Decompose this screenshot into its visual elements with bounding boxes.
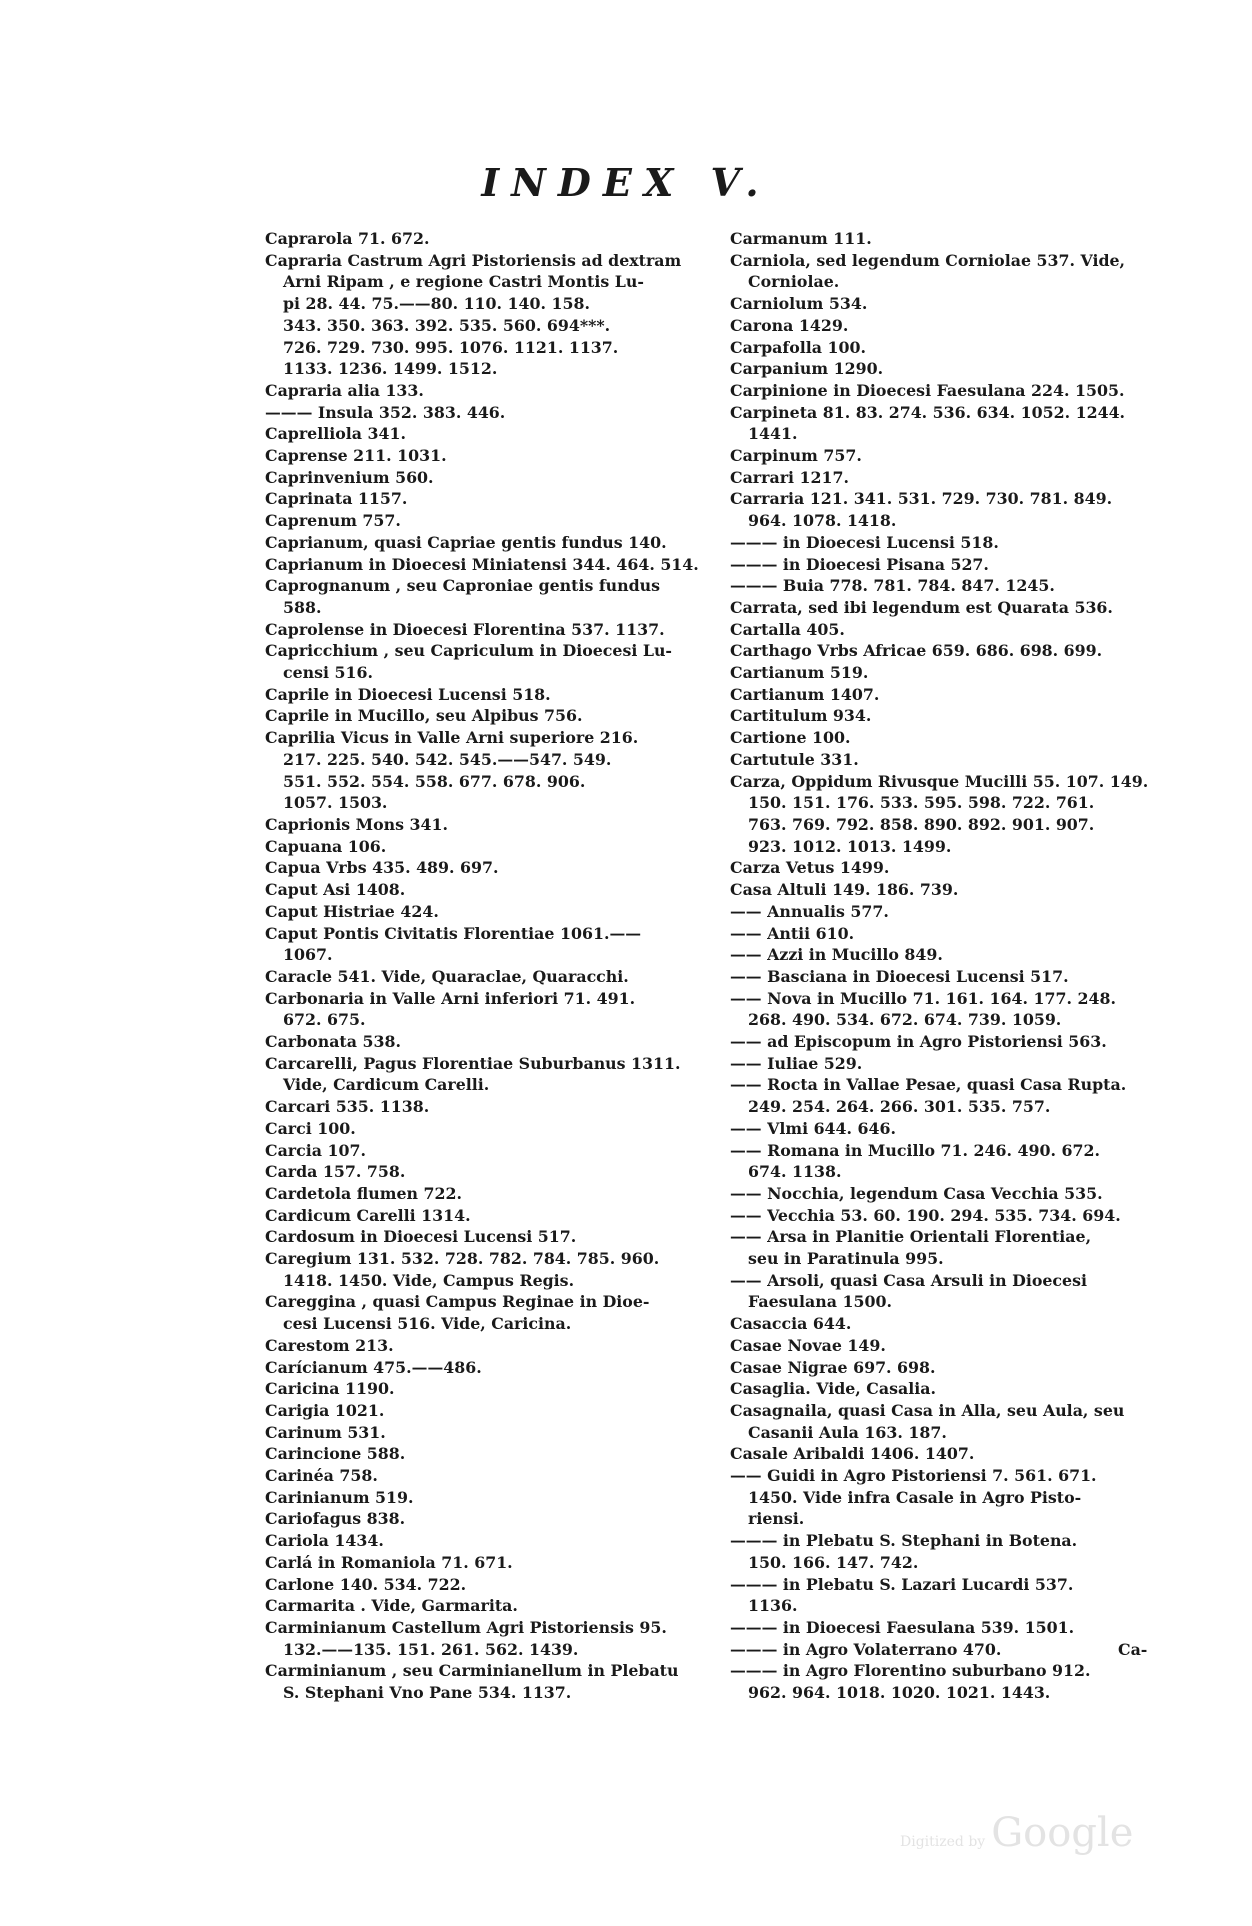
index-entry: seu in Paratinula 995. xyxy=(748,1249,944,1269)
index-entry: —— ad Episcopum in Agro Pistoriensi 563. xyxy=(730,1032,1107,1052)
index-entry: —— Rocta in Vallae Pesae, quasi Casa Rupta. xyxy=(730,1075,1127,1095)
index-entry: Caprinata 1157. xyxy=(265,489,408,509)
index-entry: Capricchium , seu Capriculum in Dioecesi Lu- xyxy=(265,641,672,661)
index-entry: ——— in Dioecesi Faesulana 539. 1501. xyxy=(730,1618,1075,1637)
index-entry: —— Vlmi 644. 646. xyxy=(730,1118,897,1138)
index-entry: Faesulana 1500. xyxy=(748,1292,892,1312)
index-entry: S. Stephani Vno Pane 534. 1137. xyxy=(283,1683,572,1703)
watermark-prefix: Digitized by xyxy=(900,1834,986,1850)
index-entry: Casaglia. Vide, Casalia. xyxy=(730,1379,936,1399)
index-entry: —— Arsa in Planitie Orientali Florentiae, xyxy=(730,1227,1092,1247)
index-entry: Caput Pontis Civitatis Florentiae 1061.—— xyxy=(265,923,642,943)
index-entry: Carpineta 81. 83. 274. 536. 634. 1052. 1244. xyxy=(730,402,1126,422)
index-entry: Carci 100. xyxy=(265,1118,356,1138)
index-entry: Casagnaila, quasi Casa in Alla, seu Aula, seu xyxy=(730,1400,1125,1420)
index-entry: Carmarita . Vide, Garmarita. xyxy=(265,1596,518,1616)
index-entry: Carpanium 1290. xyxy=(730,359,884,379)
index-entry: 923. 1012. 1013. 1499. xyxy=(748,836,952,856)
index-entry: Carrata, sed ibi legendum est Quarata 536. xyxy=(730,597,1113,617)
index-entry: Carminianum , seu Carminianellum in Plebatu xyxy=(265,1661,679,1681)
index-entry: Carbonaria in Valle Arni inferiori 71. 491. xyxy=(265,988,636,1008)
index-entry: Caprianum in Dioecesi Miniatensi 344. 464. 514. xyxy=(265,554,699,574)
index-entry: Carniolum 534. xyxy=(730,294,868,314)
index-entry: Carthago Vrbs Africae 659. 686. 698. 699. xyxy=(730,641,1103,661)
index-entry: Caricina 1190. xyxy=(265,1379,395,1399)
index-entry: Caprinvenium 560. xyxy=(265,467,434,487)
watermark-brand: Google xyxy=(991,1810,1134,1856)
index-entry: Cartianum 519. xyxy=(730,663,869,683)
index-entry: 1441. xyxy=(748,424,798,444)
index-entry: riensi. xyxy=(748,1509,805,1529)
index-entry: 962. 964. 1018. 1020. 1021. 1443. xyxy=(748,1683,1051,1703)
index-entry: Carinéa 758. xyxy=(265,1466,378,1486)
index-entry: —— Basciana in Dioecesi Lucensi 517. xyxy=(730,966,1069,986)
index-entry: Caprarola 71. 672. xyxy=(265,229,430,248)
index-entry: 763. 769. 792. 858. 890. 892. 901. 907. xyxy=(748,814,1095,834)
index-entry: ——— in Agro Florentino suburbano 912. xyxy=(730,1661,1091,1681)
index-entry: ——— Buia 778. 781. 784. 847. 1245. xyxy=(730,576,1055,596)
index-entry: 343. 350. 363. 392. 535. 560. 694***. xyxy=(283,315,611,335)
index-entry: Carestom 213. xyxy=(265,1335,394,1355)
index-entry: cesi Lucensi 516. Vide, Caricina. xyxy=(283,1314,572,1334)
index-entry: Casae Novae 149. xyxy=(730,1335,886,1355)
index-entry: Carlá in Romaniola 71. 671. xyxy=(265,1552,513,1572)
index-entry: Cariola 1434. xyxy=(265,1531,384,1551)
index-entry: Casa Altuli 149. 186. 739. xyxy=(730,880,959,900)
index-entry: 268. 490. 534. 672. 674. 739. 1059. xyxy=(748,1010,1062,1030)
index-entry: Cartutule 331. xyxy=(730,749,859,769)
index-entry: Caracle 541. Vide, Quaraclae, Quaracchi. xyxy=(265,966,629,986)
index-entry: Caprenum 757. xyxy=(265,511,401,531)
index-entry: Caprionis Mons 341. xyxy=(265,814,448,834)
index-entry: Carpinione in Dioecesi Faesulana 224. 1505. xyxy=(730,380,1125,400)
index-entry: Careggina , quasi Campus Reginae in Dioe- xyxy=(265,1292,650,1312)
index-entry: Carmanum 111. xyxy=(730,229,872,248)
index-entry: 672. 675. xyxy=(283,1010,366,1030)
index-entry: —— Guidi in Agro Pistoriensi 7. 561. 671. xyxy=(730,1466,1097,1486)
index-entry: Cartalla 405. xyxy=(730,619,845,639)
index-entry: Caput Asi 1408. xyxy=(265,880,406,900)
index-entry: 964. 1078. 1418. xyxy=(748,511,897,531)
index-entry: Carinum 531. xyxy=(265,1422,386,1442)
index-entry: —— Azzi in Mucillo 849. xyxy=(730,945,943,965)
index-entry: —— Annualis 577. xyxy=(730,901,889,921)
index-entry: Caprense 211. 1031. xyxy=(265,446,447,466)
index-entry: Carinianum 519. xyxy=(265,1487,414,1507)
page-title: INDEX V. xyxy=(481,160,771,205)
index-entry: Cartitulum 934. xyxy=(730,706,872,726)
index-entry: 217. 225. 540. 542. 545.——547. 549. xyxy=(283,749,612,769)
index-entry: Caprile in Mucillo, seu Alpibus 756. xyxy=(265,706,583,726)
index-entry: ——— in Dioecesi Pisana 527. xyxy=(730,554,989,574)
index-entry: Caprognanum , seu Caproniae gentis fundus xyxy=(265,576,661,596)
index-entry: 249. 254. 264. 266. 301. 535. 757. xyxy=(748,1097,1051,1117)
index-entry: Caprianum, quasi Capriae gentis fundus 140. xyxy=(265,532,667,552)
index-entry: Caprile in Dioecesi Lucensi 518. xyxy=(265,684,551,704)
index-entry: —— Romana in Mucillo 71. 246. 490. 672. xyxy=(730,1140,1100,1160)
index-entry: Capuana 106. xyxy=(265,836,387,856)
index-entry: Carraria 121. 341. 531. 729. 730. 781. 849. xyxy=(730,489,1113,509)
index-entry: Capua Vrbs 435. 489. 697. xyxy=(265,858,499,878)
index-entry: Caprelliola 341. xyxy=(265,424,406,444)
index-entry: Arni Ripam , e regione Castri Montis Lu- xyxy=(283,272,644,292)
index-entry: —— Nocchia, legendum Casa Vecchia 535. xyxy=(730,1183,1103,1203)
index-entry: —— Vecchia 53. 60. 190. 294. 535. 734. 694. xyxy=(730,1205,1121,1225)
index-entry: 1067. xyxy=(283,945,333,965)
index-entry: Capraria Castrum Agri Pistoriensis ad dextram xyxy=(265,250,682,270)
index-entry: —— Nova in Mucillo 71. 161. 164. 177. 248. xyxy=(730,988,1116,1008)
index-entry: —— Arsoli, quasi Casa Arsuli in Dioecesi xyxy=(730,1270,1087,1290)
index-entry: ——— in Plebatu S. Stephani in Botena. xyxy=(730,1531,1078,1551)
catchword: Ca- xyxy=(1118,1640,1148,1659)
index-entry: Casaccia 644. xyxy=(730,1314,852,1334)
index-entry: Capraria alia 133. xyxy=(265,380,424,400)
index-entry: 1133. 1236. 1499. 1512. xyxy=(283,359,498,379)
index-entry: Carigia 1021. xyxy=(265,1400,385,1420)
index-entry: Cardosum in Dioecesi Lucensi 517. xyxy=(265,1227,577,1247)
index-entry: 1057. 1503. xyxy=(283,793,388,813)
index-entry: Carrari 1217. xyxy=(730,467,849,487)
index-entry: pi 28. 44. 75.——80. 110. 140. 158. xyxy=(283,294,590,314)
index-entry: Carlone 140. 534. 722. xyxy=(265,1574,467,1594)
watermark xyxy=(900,1810,1133,1856)
index-entry: Carda 157. 758. xyxy=(265,1162,406,1182)
index-entry: Carza, Oppidum Rivusque Mucilli 55. 107. 149. xyxy=(730,771,1149,791)
index-entry: ——— in Dioecesi Lucensi 518. xyxy=(730,532,999,552)
index-entry: censi 516. xyxy=(283,663,374,683)
index-entry: Cartione 100. xyxy=(730,728,851,748)
index-entry: Cartianum 1407. xyxy=(730,684,880,704)
index-column-right xyxy=(730,228,1190,1704)
index-entry: 1136. xyxy=(748,1596,798,1616)
index-column-left xyxy=(265,228,725,1704)
index-entry: ——— in Agro Volaterrano 470. xyxy=(730,1639,1002,1659)
index-entry: 150. 151. 176. 533. 595. 598. 722. 761. xyxy=(748,793,1095,813)
index-entry: Carpafolla 100. xyxy=(730,337,866,357)
index-entry: Casae Nigrae 697. 698. xyxy=(730,1357,936,1377)
index-entry: —— Antii 610. xyxy=(730,923,855,943)
index-entry: 726. 729. 730. 995. 1076. 1121. 1137. xyxy=(283,337,619,357)
index-entry: Casale Aribaldi 1406. 1407. xyxy=(730,1444,975,1464)
index-entry: Cardetola flumen 722. xyxy=(265,1183,462,1203)
index-entry: 1418. 1450. Vide, Campus Regis. xyxy=(283,1270,575,1290)
index-entry: 551. 552. 554. 558. 677. 678. 906. xyxy=(283,771,586,791)
index-entry: Carcarelli, Pagus Florentiae Suburbanus 1311. xyxy=(265,1053,681,1073)
index-entry: Cariofagus 838. xyxy=(265,1509,406,1529)
index-entry: Corniolae. xyxy=(748,272,840,292)
index-entry: Carona 1429. xyxy=(730,315,849,335)
index-entry: Carcari 535. 1138. xyxy=(265,1097,430,1117)
index-entry: Carícianum 475.——486. xyxy=(265,1357,482,1377)
index-entry: —— Iuliae 529. xyxy=(730,1053,863,1073)
index-entry: Carcia 107. xyxy=(265,1140,366,1160)
index-entry: Caprolense in Dioecesi Florentina 537. 1137. xyxy=(265,619,665,639)
index-entry: Caput Histriae 424. xyxy=(265,901,439,921)
index-entry: Carincione 588. xyxy=(265,1444,406,1464)
index-entry: Casanii Aula 163. 187. xyxy=(748,1422,947,1442)
index-entry: Carbonata 538. xyxy=(265,1032,401,1052)
index-entry: ——— Insula 352. 383. 446. xyxy=(265,402,506,422)
index-entry: Caprilia Vicus in Valle Arni superiore 216. xyxy=(265,728,639,748)
index-entry: Carniola, sed legendum Corniolae 537. Vide, xyxy=(730,250,1126,270)
index-entry: 1450. Vide infra Casale in Agro Pisto- xyxy=(748,1487,1082,1507)
index-entry: ——— in Plebatu S. Lazari Lucardi 537. xyxy=(730,1574,1074,1594)
index-entry: Carza Vetus 1499. xyxy=(730,858,890,878)
index-entry: Vide, Cardicum Carelli. xyxy=(283,1075,490,1095)
index-entry: Caregium 131. 532. 728. 782. 784. 785. 960. xyxy=(265,1249,660,1269)
index-entry: 674. 1138. xyxy=(748,1162,842,1182)
index-entry: Cardicum Carelli 1314. xyxy=(265,1205,471,1225)
index-entry: 150. 166. 147. 742. xyxy=(748,1552,919,1572)
index-entry: Carminianum Castellum Agri Pistoriensis 95. xyxy=(265,1618,667,1637)
index-entry: Carpinum 757. xyxy=(730,446,862,466)
index-entry: 132.——135. 151. 261. 562. 1439. xyxy=(283,1639,579,1659)
index-entry: 588. xyxy=(283,597,322,617)
